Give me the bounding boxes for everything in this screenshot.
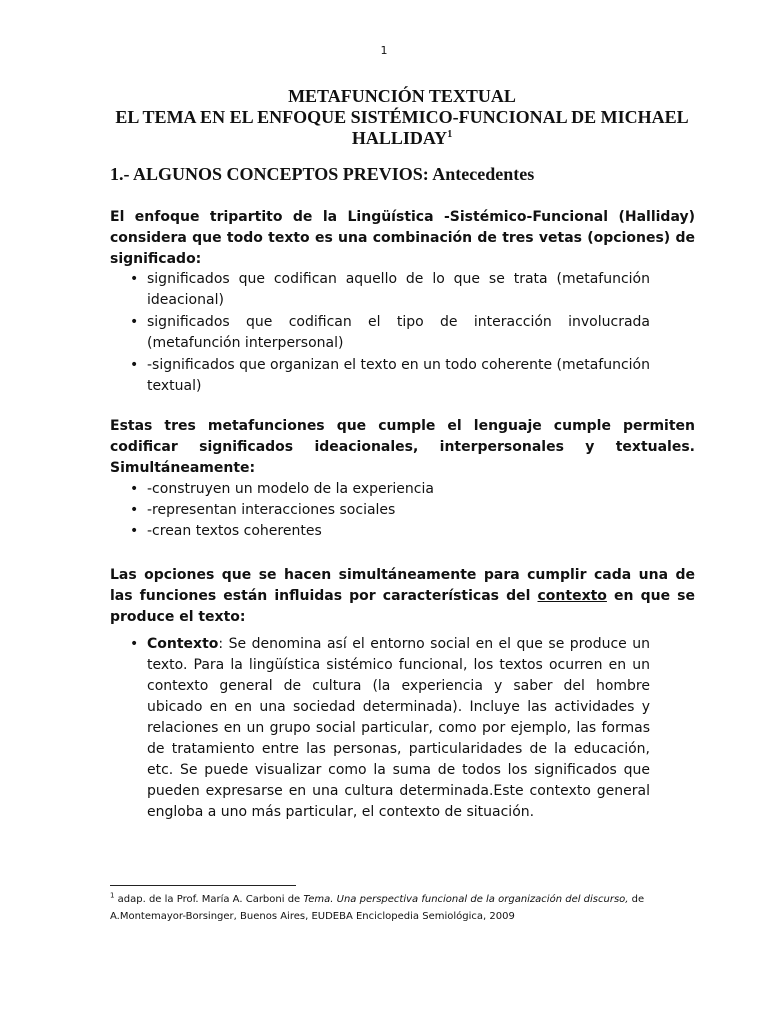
list-item (130, 355, 650, 397)
context-text: : Se denomina así el entorno social en el que se produce un texto. Para la lingüística sistémico funcional, los textos ocurren en un contexto general de cultura (la experiencia y saber del hombre ubicado en en una sociedad determinada). Incluye las actividades y relaciones en un grupo social particular, como por ejemplo, las formas de tratamiento entre las personas, particularidades de la educación, etc. Se puede visualizar como la suma de todos los significados que pueden expresarse en una cultura determinada.Este contexto general engloba a uno más particular, el contexto de situación. (147, 636, 650, 820)
bullet-icon: • (130, 523, 139, 539)
title-line-1: METAFUNCIÓN TEXTUAL (288, 86, 516, 106)
intro3-text-b: en que se produce el texto: (110, 588, 695, 625)
bullet-icon: • (130, 271, 139, 287)
bullet-icon: • (130, 502, 139, 518)
footnote-prefix: adap. de la Prof. María A. Carboni de (114, 894, 304, 905)
intro3-text-a: Las opciones que se hacen simultáneamente para cumplir cada una de las funciones están influidas por características del (110, 567, 695, 604)
title-line-2 (100, 107, 704, 149)
bullet-icon: • (130, 314, 139, 330)
bullet-icon: • (130, 481, 139, 497)
list-item-context (130, 634, 650, 823)
list-item (130, 500, 650, 521)
list-item (130, 479, 650, 500)
list-item-text: significados que codifican aquello de lo que se trata (metafunción ideacional) (147, 271, 650, 308)
section-subtitle: Antecedentes (432, 164, 535, 184)
footnote (110, 891, 710, 925)
contexto-underlined: contexto (537, 588, 607, 604)
list-item-text: -representan interacciones sociales (147, 502, 396, 518)
list-item-text: -crean textos coherentes (147, 523, 322, 539)
list-item (130, 521, 650, 542)
simultaneous-list (130, 479, 650, 542)
bullet-icon: • (130, 357, 139, 373)
bullet-icon: • (130, 636, 139, 652)
list-item (130, 269, 650, 311)
page-number: 1 (380, 44, 388, 57)
intro-paragraph-3 (110, 565, 695, 628)
footnote-divider (110, 885, 296, 886)
title-footnote-ref[interactable]: 1 (447, 129, 453, 140)
list-item-text: significados que codifican el tipo de interacción involucrada (metafunción interpersonal) (147, 314, 650, 351)
section-number: 1.- ALGUNOS CONCEPTOS PREVIOS: (110, 164, 429, 184)
title-line-2-text: EL TEMA EN EL ENFOQUE SISTÉMICO-FUNCIONAL DE MICHAEL HALLIDAY (115, 107, 689, 148)
metafunction-list (130, 269, 650, 398)
list-item (130, 312, 650, 354)
document-title (100, 86, 704, 149)
footnote-number: 1 (110, 891, 115, 900)
intro-paragraph-2: Estas tres metafunciones que cumple el lenguaje cumple permiten codificar significados ideacionales, interpersonales y textuales. Simultáneamente: (110, 418, 695, 476)
section-heading (110, 163, 670, 185)
footnote-book-title: Tema. Una perspectiva funcional de la organización del discurso, (303, 894, 629, 905)
footnote-suffix: de A.Montemayor-Borsinger, Buenos Aires, EUDEBA Enciclopedia Semiológica, 2009 (110, 894, 645, 922)
list-item-text: -significados que organizan el texto en un todo coherente (metafunción textual) (147, 357, 650, 394)
list-item-text: -construyen un modelo de la experiencia (147, 481, 434, 497)
intro-paragraph-1: El enfoque tripartito de la Lingüística -Sistémico-Funcional (Halliday) considera que todo texto es una combinación de tres vetas (opciones) de significado: (110, 209, 695, 267)
context-label: Contexto (147, 636, 219, 652)
context-list (130, 634, 650, 823)
